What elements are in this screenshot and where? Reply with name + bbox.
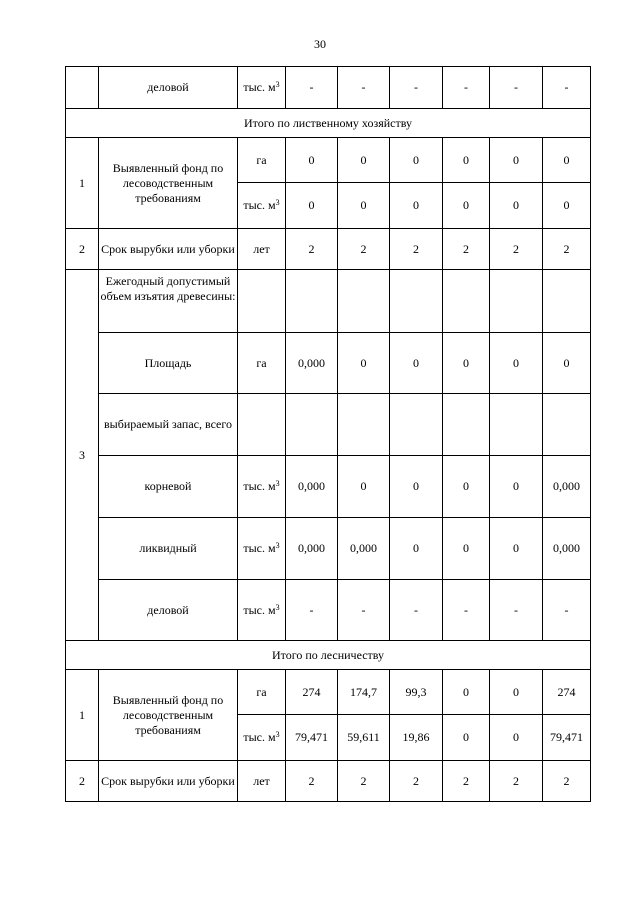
value-cell: 0	[443, 456, 490, 518]
value-cell: 0,000	[286, 333, 338, 394]
unit-cell	[238, 394, 286, 456]
unit-cell: тыс. $м^3$	[238, 456, 286, 518]
value-cell: 0	[390, 183, 443, 229]
value-cell: 59,611	[338, 715, 390, 761]
value-cell: 0	[443, 670, 490, 715]
value-cell	[490, 394, 543, 456]
value-cell: 0,000	[543, 456, 591, 518]
value-cell: 2	[490, 229, 543, 270]
unit-cell: лет	[238, 761, 286, 802]
row-label: выбираемый запас, всего	[99, 394, 238, 456]
value-cell	[338, 270, 390, 333]
table-row	[66, 333, 591, 394]
row-label: Срок вырубки или уборки	[99, 229, 238, 270]
row-number-cell: 1	[66, 670, 99, 761]
value-cell: -	[490, 67, 543, 109]
unit-cell: тыс. $м^3$	[238, 67, 286, 109]
value-cell: 2	[543, 229, 591, 270]
value-cell: 0	[390, 138, 443, 183]
row-number-cell	[66, 67, 99, 109]
unit-cell: га	[238, 670, 286, 715]
section-title: Итого по лесничеству	[66, 641, 591, 670]
value-cell	[390, 270, 443, 333]
value-cell: -	[443, 580, 490, 641]
value-cell: 2	[443, 229, 490, 270]
unit-cell: тыс. $м^3$	[238, 715, 286, 761]
value-cell: -	[443, 67, 490, 109]
value-cell: 0	[338, 138, 390, 183]
value-cell: 0	[443, 715, 490, 761]
table-row	[66, 138, 591, 183]
table-row	[66, 270, 591, 333]
value-cell: 19,86	[390, 715, 443, 761]
value-cell: 0	[390, 518, 443, 580]
section-header-row	[66, 641, 591, 670]
value-cell	[543, 270, 591, 333]
row-number-cell: 2	[66, 761, 99, 802]
value-cell: 0	[338, 183, 390, 229]
section-header-row	[66, 109, 591, 138]
value-cell	[443, 270, 490, 333]
value-cell: 274	[286, 670, 338, 715]
page-number: 30	[314, 37, 326, 51]
value-cell: 79,471	[286, 715, 338, 761]
value-cell: -	[543, 67, 591, 109]
value-cell: 0	[338, 333, 390, 394]
value-cell: -	[390, 67, 443, 109]
value-cell: 0	[543, 138, 591, 183]
value-cell: 2	[338, 761, 390, 802]
row-label: Срок вырубки или уборки	[99, 761, 238, 802]
table-row	[66, 394, 591, 456]
value-cell	[543, 394, 591, 456]
value-cell: 2	[286, 229, 338, 270]
table-row	[66, 67, 591, 109]
unit-cell: лет	[238, 229, 286, 270]
row-label: корневой	[99, 456, 238, 518]
row-number-cell: 1	[66, 138, 99, 229]
value-cell: 0,000	[286, 456, 338, 518]
value-cell: 0	[390, 456, 443, 518]
value-cell: 274	[543, 670, 591, 715]
unit-cell	[238, 270, 286, 333]
value-cell: 0	[490, 333, 543, 394]
value-cell	[286, 270, 338, 333]
value-cell	[390, 394, 443, 456]
value-cell: -	[543, 580, 591, 641]
value-cell: -	[338, 580, 390, 641]
value-cell: 0,000	[338, 518, 390, 580]
value-cell: 0	[490, 456, 543, 518]
table-row	[66, 456, 591, 518]
value-cell: 0	[443, 333, 490, 394]
unit-cell: га	[238, 333, 286, 394]
row-label: Выявленный фонд по лесоводственным требованиям	[99, 138, 238, 229]
row-label: Площадь	[99, 333, 238, 394]
value-cell: 0	[490, 715, 543, 761]
value-cell: 79,471	[543, 715, 591, 761]
value-cell: 2	[490, 761, 543, 802]
row-label: ликвидный	[99, 518, 238, 580]
table-row	[66, 670, 591, 715]
value-cell: 0	[443, 183, 490, 229]
value-cell: 0	[286, 183, 338, 229]
table-row	[66, 761, 591, 802]
row-label: Ежегодный допустимый объем изъятия древесины:	[99, 270, 238, 333]
value-cell: 0	[443, 138, 490, 183]
forest-data-table	[65, 66, 591, 802]
table-row	[66, 580, 591, 641]
row-label: деловой	[99, 580, 238, 641]
row-label: Выявленный фонд по лесоводственным требованиям	[99, 670, 238, 761]
unit-cell: тыс. $м^3$	[238, 580, 286, 641]
value-cell: 2	[543, 761, 591, 802]
value-cell: -	[390, 580, 443, 641]
value-cell: 0	[286, 138, 338, 183]
value-cell	[443, 394, 490, 456]
value-cell: 2	[390, 229, 443, 270]
row-label: деловой	[99, 67, 238, 109]
value-cell: 0,000	[543, 518, 591, 580]
unit-cell: тыс. $м^3$	[238, 183, 286, 229]
value-cell: 174,7	[338, 670, 390, 715]
value-cell: 2	[390, 761, 443, 802]
value-cell: 0	[490, 183, 543, 229]
value-cell: 0	[390, 333, 443, 394]
unit-cell: га	[238, 138, 286, 183]
table-row	[66, 229, 591, 270]
row-number-cell: 3	[66, 270, 99, 641]
unit-cell: тыс. $м^3$	[238, 518, 286, 580]
value-cell: 0	[490, 138, 543, 183]
value-cell: 0	[543, 333, 591, 394]
value-cell: 0	[338, 456, 390, 518]
value-cell: 0	[543, 183, 591, 229]
value-cell: 0	[490, 518, 543, 580]
value-cell: -	[338, 67, 390, 109]
value-cell: -	[286, 580, 338, 641]
value-cell: -	[286, 67, 338, 109]
value-cell	[338, 394, 390, 456]
value-cell: 99,3	[390, 670, 443, 715]
table-row	[66, 518, 591, 580]
value-cell: 2	[338, 229, 390, 270]
value-cell: 0	[443, 518, 490, 580]
value-cell: 0,000	[286, 518, 338, 580]
value-cell: 0	[490, 670, 543, 715]
value-cell	[286, 394, 338, 456]
value-cell: 2	[286, 761, 338, 802]
row-number-cell: 2	[66, 229, 99, 270]
section-title: Итого по лиственному хозяйству	[66, 109, 591, 138]
value-cell: -	[490, 580, 543, 641]
value-cell	[490, 270, 543, 333]
value-cell: 2	[443, 761, 490, 802]
